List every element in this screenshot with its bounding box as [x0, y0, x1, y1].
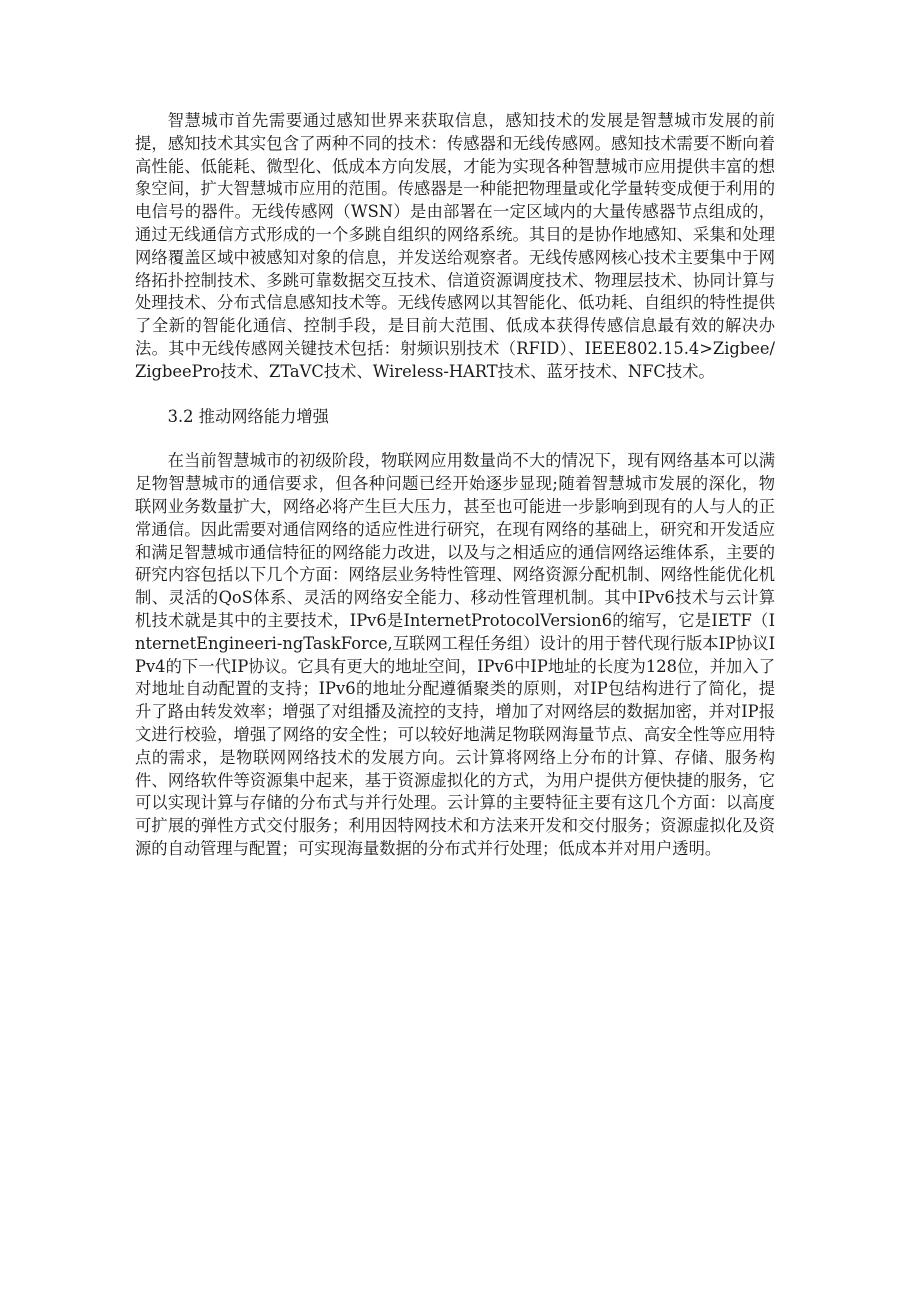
document-body [135, 110, 775, 861]
section-heading-3-2: 3.2 推动网络能力增强 [167, 406, 329, 426]
paragraph-network-capability: 在当前智慧城市的初级阶段，物联网应用数量尚不大的情况下，现有网络基本可以满足物智慧城市的通信要求，但各种问题已经开始逐步显现;随着智慧城市发展的深化，物联网业务数量扩大，网络必将产生巨大压力，甚至也可能进一步影响到现有的人与人的正常通信。因此需要对通信网络的适应性进行研究，在现有网络的基础上，研究和开发适应和满足智慧城市通信特征的网络能力改进，以及与之相适应的通信网络运维体系，主要的研究内容包括以下几个方面：网络层业务特性管理、网络资源分配机制、网络性能优化机制、灵活的QoS体系、灵活的网络安全能力、移动性管理机制。其中IPv6技术与云计算机技术就是其中的主要技术，IPv6是InternetProtocolVersion6的缩写，它是IETF（InternetEngineeri-ngTaskForce,互联网工程任务组）设计的用于替代现行版本IP协议IPv4的下一代IP协议。它具有更大的地址空间，IPv6中IP地址的长度为128位，并加入了对地址自动配置的支持；IPv6的地址分配遵循聚类的原则，对IP包结构进行了简化，提升了路由转发效率；增强了对组播及流控的支持，增加了对网络层的数据加密，并对IP报文进行校验，增强了网络的安全性；可以较好地满足物联网海量节点、高安全性等应用特点的需求，是物联网网络技术的发展方向。云计算将网络上分布的计算、存储、服务构件、网络软件等资源集中起来，基于资源虚拟化的方式，为用户提供方便快捷的服务，它可以实现计算与存储的分布式与并行处理。云计算的主要特征主要有这几个方面：以高度可扩展的弹性方式交付服务；利用因特网技术和方法来开发和交付服务；资源虚拟化及资源的自动管理与配置；可实现海量数据的分布式并行处理；低成本并对用户透明。 [135, 451, 775, 858]
paragraph-sensing-technology: 智慧城市首先需要通过感知世界来获取信息，感知技术的发展是智慧城市发展的前提，感知技术其实包含了两种不同的技术：传感器和无线传感网。感知技术需要不断向着高性能、低能耗、微型化、低成本方向发展，才能为实现各种智慧城市应用提供丰富的想象空间，扩大智慧城市应用的范围。传感器是一种能把物理量或化学量转变成便于利用的电信号的器件。无线传感网（WSN）是由部署在一定区域内的大量传感器节点组成的，通过无线通信方式形成的一个多跳自组织的网络系统。其目的是协作地感知、采集和处理网络覆盖区域中被感知对象的信息，并发送给观察者。无线传感网核心技术主要集中于网络拓扑控制技术、多跳可靠数据交互技术、信道资源调度技术、物理层技术、协同计算与处理技术、分布式信息感知技术等。无线传感网以其智能化、低功耗、自组织的特性提供了全新的智能化通信、控制手段，是目前大范围、低成本获得传感信息最有效的解决办法。其中无线传感网关键技术包括：射频识别技术（RFID）、IEEE802.15.4>Zigbee/ZigbeePro技术、ZTaVC技术、Wireless-HART技术、蓝牙技术、NFC技术。 [135, 111, 775, 381]
